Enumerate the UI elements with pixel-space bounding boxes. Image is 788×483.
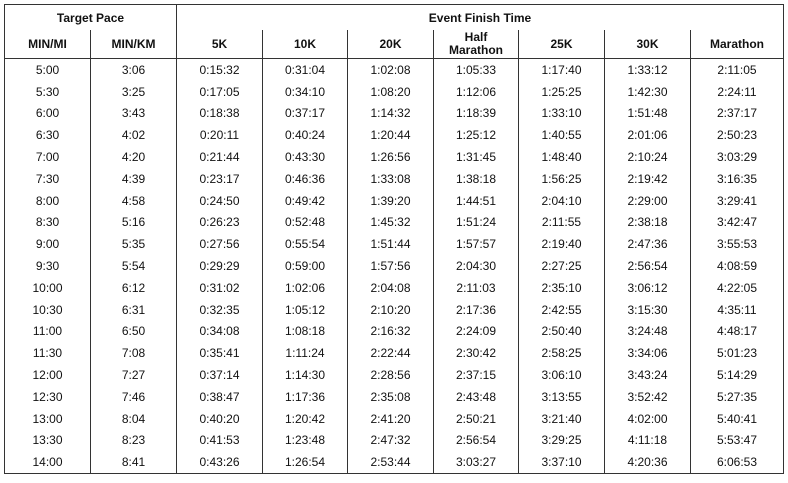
cell-half-marathon: 2:30:42 [434,342,519,364]
cell-10k: 1:11:24 [263,342,348,364]
cell-min-mi: 14:00 [5,451,91,473]
cell-min-mi: 8:00 [5,190,91,212]
cell-half-marathon: 2:11:03 [434,277,519,299]
cell-min-km: 5:54 [91,255,177,277]
cell-marathon: 4:08:59 [691,255,784,277]
cell-25k: 2:04:10 [519,190,605,212]
cell-20k: 1:02:08 [348,59,434,81]
half-marathon-line-1: Half [464,30,488,44]
table-row [5,103,784,125]
cell-20k: 2:22:44 [348,342,434,364]
cell-10k: 1:02:06 [263,277,348,299]
cell-marathon: 6:06:53 [691,451,784,473]
cell-5k: 0:18:38 [177,103,263,125]
cell-20k: 2:28:56 [348,364,434,386]
pace-chart-table [4,4,784,474]
cell-min-km: 4:58 [91,190,177,212]
cell-20k: 2:04:08 [348,277,434,299]
cell-half-marathon: 1:38:18 [434,168,519,190]
cell-10k: 1:05:12 [263,299,348,321]
table-row [5,233,784,255]
event-finish-time-header: Event Finish Time [177,5,784,31]
cell-25k: 3:37:10 [519,451,605,473]
cell-30k: 4:02:00 [605,408,691,430]
half-marathon-line-2: Marathon [449,43,503,57]
cell-25k: 1:25:25 [519,81,605,103]
cell-min-km: 6:31 [91,299,177,321]
cell-30k: 2:47:36 [605,233,691,255]
cell-marathon: 4:35:11 [691,299,784,321]
cell-20k: 1:57:56 [348,255,434,277]
col-header-min-mi: MIN/MI [5,30,91,59]
table-row [5,321,784,343]
cell-min-km: 6:12 [91,277,177,299]
target-pace-header: Target Pace [5,5,177,31]
table-row [5,451,784,473]
cell-10k: 1:23:48 [263,430,348,452]
cell-25k: 2:19:40 [519,233,605,255]
cell-30k: 3:43:24 [605,364,691,386]
cell-marathon: 5:14:29 [691,364,784,386]
table-row [5,146,784,168]
cell-min-mi: 11:30 [5,342,91,364]
cell-min-mi: 12:00 [5,364,91,386]
col-header-20k: 20K [348,30,434,59]
cell-10k: 1:14:30 [263,364,348,386]
cell-min-km: 8:41 [91,451,177,473]
cell-marathon: 5:01:23 [691,342,784,364]
cell-25k: 2:11:55 [519,212,605,234]
cell-20k: 1:45:32 [348,212,434,234]
cell-30k: 2:38:18 [605,212,691,234]
cell-min-mi: 7:00 [5,146,91,168]
cell-5k: 0:38:47 [177,386,263,408]
cell-min-mi: 13:30 [5,430,91,452]
table-row [5,81,784,103]
cell-marathon: 2:50:23 [691,124,784,146]
col-header-25k: 25K [519,30,605,59]
cell-min-mi: 5:00 [5,59,91,81]
cell-marathon: 4:22:05 [691,277,784,299]
cell-25k: 2:35:10 [519,277,605,299]
table-row [5,190,784,212]
cell-30k: 2:29:00 [605,190,691,212]
cell-marathon: 3:03:29 [691,146,784,168]
cell-30k: 3:06:12 [605,277,691,299]
cell-25k: 1:33:10 [519,103,605,125]
cell-marathon: 3:42:47 [691,212,784,234]
cell-min-km: 7:46 [91,386,177,408]
cell-30k: 3:15:30 [605,299,691,321]
cell-marathon: 2:37:17 [691,103,784,125]
cell-20k: 1:14:32 [348,103,434,125]
cell-10k: 0:43:30 [263,146,348,168]
cell-min-mi: 11:00 [5,321,91,343]
cell-5k: 0:26:23 [177,212,263,234]
cell-5k: 0:31:02 [177,277,263,299]
cell-half-marathon: 1:12:06 [434,81,519,103]
cell-10k: 0:31:04 [263,59,348,81]
cell-min-km: 8:23 [91,430,177,452]
cell-20k: 1:33:08 [348,168,434,190]
cell-30k: 4:11:18 [605,430,691,452]
cell-25k: 2:58:25 [519,342,605,364]
col-header-10k: 10K [263,30,348,59]
cell-20k: 1:20:44 [348,124,434,146]
cell-25k: 2:27:25 [519,255,605,277]
group-header-row [5,5,784,31]
table-row [5,364,784,386]
cell-5k: 0:35:41 [177,342,263,364]
cell-20k: 2:41:20 [348,408,434,430]
col-header-min-km: MIN/KM [91,30,177,59]
cell-25k: 3:06:10 [519,364,605,386]
cell-30k: 2:19:42 [605,168,691,190]
cell-30k: 1:51:48 [605,103,691,125]
col-header-marathon: Marathon [691,30,784,59]
cell-30k: 1:42:30 [605,81,691,103]
cell-10k: 0:46:36 [263,168,348,190]
cell-5k: 0:34:08 [177,321,263,343]
cell-25k: 3:21:40 [519,408,605,430]
cell-half-marathon: 2:24:09 [434,321,519,343]
cell-half-marathon: 1:25:12 [434,124,519,146]
cell-min-km: 7:27 [91,364,177,386]
table-row [5,408,784,430]
table-row [5,299,784,321]
table-row [5,277,784,299]
cell-25k: 1:56:25 [519,168,605,190]
cell-min-mi: 10:30 [5,299,91,321]
table-row [5,124,784,146]
cell-half-marathon: 1:18:39 [434,103,519,125]
cell-25k: 2:50:40 [519,321,605,343]
cell-min-mi: 9:30 [5,255,91,277]
cell-min-km: 6:50 [91,321,177,343]
cell-min-mi: 7:30 [5,168,91,190]
cell-marathon: 3:29:41 [691,190,784,212]
cell-min-km: 4:20 [91,146,177,168]
cell-5k: 0:27:56 [177,233,263,255]
cell-30k: 3:52:42 [605,386,691,408]
cell-marathon: 3:55:53 [691,233,784,255]
cell-10k: 1:08:18 [263,321,348,343]
cell-25k: 1:40:55 [519,124,605,146]
cell-min-km: 4:02 [91,124,177,146]
table-row [5,430,784,452]
cell-marathon: 2:24:11 [691,81,784,103]
cell-20k: 2:10:20 [348,299,434,321]
cell-min-mi: 12:30 [5,386,91,408]
cell-20k: 2:35:08 [348,386,434,408]
cell-20k: 1:51:44 [348,233,434,255]
cell-10k: 0:40:24 [263,124,348,146]
cell-half-marathon: 2:37:15 [434,364,519,386]
cell-5k: 0:29:29 [177,255,263,277]
cell-min-km: 3:25 [91,81,177,103]
cell-min-mi: 13:00 [5,408,91,430]
cell-10k: 1:26:54 [263,451,348,473]
table-header [5,5,784,59]
cell-half-marathon: 1:31:45 [434,146,519,168]
cell-5k: 0:37:14 [177,364,263,386]
cell-25k: 1:17:40 [519,59,605,81]
cell-half-marathon: 2:50:21 [434,408,519,430]
cell-min-km: 5:16 [91,212,177,234]
cell-min-km: 7:08 [91,342,177,364]
cell-20k: 1:39:20 [348,190,434,212]
cell-min-mi: 8:30 [5,212,91,234]
cell-min-mi: 6:30 [5,124,91,146]
cell-marathon: 3:16:35 [691,168,784,190]
cell-10k: 1:20:42 [263,408,348,430]
cell-half-marathon: 2:43:48 [434,386,519,408]
cell-marathon: 5:40:41 [691,408,784,430]
cell-10k: 0:52:48 [263,212,348,234]
cell-20k: 2:47:32 [348,430,434,452]
cell-min-mi: 5:30 [5,81,91,103]
cell-30k: 3:34:06 [605,342,691,364]
cell-min-km: 5:35 [91,233,177,255]
cell-20k: 2:53:44 [348,451,434,473]
cell-5k: 0:40:20 [177,408,263,430]
cell-30k: 4:20:36 [605,451,691,473]
cell-5k: 0:24:50 [177,190,263,212]
cell-25k: 2:42:55 [519,299,605,321]
cell-half-marathon: 2:04:30 [434,255,519,277]
cell-5k: 0:23:17 [177,168,263,190]
cell-5k: 0:20:11 [177,124,263,146]
cell-5k: 0:43:26 [177,451,263,473]
cell-20k: 2:16:32 [348,321,434,343]
cell-30k: 1:33:12 [605,59,691,81]
table-row [5,386,784,408]
table-row [5,59,784,81]
table-row [5,255,784,277]
cell-10k: 0:55:54 [263,233,348,255]
cell-10k: 0:59:00 [263,255,348,277]
table-row [5,342,784,364]
cell-min-mi: 6:00 [5,103,91,125]
cell-half-marathon: 3:03:27 [434,451,519,473]
cell-min-km: 8:04 [91,408,177,430]
cell-25k: 1:48:40 [519,146,605,168]
cell-10k: 0:34:10 [263,81,348,103]
cell-5k: 0:17:05 [177,81,263,103]
cell-30k: 2:01:06 [605,124,691,146]
cell-half-marathon: 2:17:36 [434,299,519,321]
cell-marathon: 5:27:35 [691,386,784,408]
cell-half-marathon: 1:44:51 [434,190,519,212]
cell-half-marathon: 1:57:57 [434,233,519,255]
cell-5k: 0:32:35 [177,299,263,321]
cell-marathon: 4:48:17 [691,321,784,343]
table-body [5,59,784,474]
cell-5k: 0:41:53 [177,430,263,452]
cell-marathon: 5:53:47 [691,430,784,452]
cell-10k: 0:37:17 [263,103,348,125]
cell-min-mi: 10:00 [5,277,91,299]
table-row [5,168,784,190]
col-header-half-marathon [434,30,519,59]
cell-min-km: 3:43 [91,103,177,125]
cell-30k: 3:24:48 [605,321,691,343]
cell-min-mi: 9:00 [5,233,91,255]
cell-30k: 2:10:24 [605,146,691,168]
col-header-5k: 5K [177,30,263,59]
cell-30k: 2:56:54 [605,255,691,277]
cell-marathon: 2:11:05 [691,59,784,81]
cell-10k: 0:49:42 [263,190,348,212]
cell-20k: 1:26:56 [348,146,434,168]
column-header-row [5,30,784,59]
cell-min-km: 4:39 [91,168,177,190]
cell-20k: 1:08:20 [348,81,434,103]
cell-half-marathon: 2:56:54 [434,430,519,452]
cell-half-marathon: 1:05:33 [434,59,519,81]
cell-25k: 3:13:55 [519,386,605,408]
cell-10k: 1:17:36 [263,386,348,408]
table-row [5,212,784,234]
cell-min-km: 3:06 [91,59,177,81]
cell-half-marathon: 1:51:24 [434,212,519,234]
col-header-30k: 30K [605,30,691,59]
cell-5k: 0:15:32 [177,59,263,81]
cell-25k: 3:29:25 [519,430,605,452]
cell-5k: 0:21:44 [177,146,263,168]
